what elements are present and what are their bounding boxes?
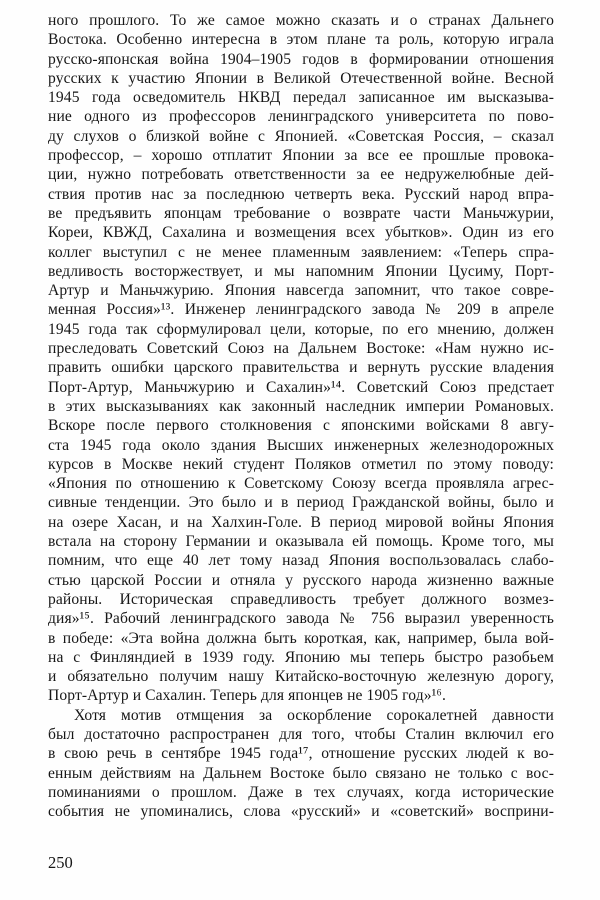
text-line: помним, что еще 40 лет тому назад Япония воспользовалась слабо- [48, 552, 554, 570]
text-line: править ошибки царского правительства и вернуть русские владения [48, 359, 554, 377]
text-line: курсов в Москве некий студент Поляков отметил по этому поводу: [48, 455, 554, 473]
text-line: Хотя мотив отмщения за оскорбление сорокалетней давности [74, 706, 554, 724]
text-line: ствия против нас за последнюю четверть века. Русский народ впра- [48, 185, 554, 203]
text-line: енным действиям на Дальнем Востоке было связано не только с вос- [48, 764, 554, 782]
text-line: встала на сторону Германии и оказывала ей помощь. Кроме того, мы [48, 533, 554, 551]
text-line: русских к участию Японии в Великой Отечественной войне. Весной [48, 69, 554, 87]
text-line: в победе: «Эта война должна быть короткая, как, например, была вой- [48, 629, 554, 647]
text-line: ду слухов о близкой войне с Японией. «Советская Россия, – сказал [48, 127, 554, 145]
text-line: ве предъявить японцам требование о возврате части Маньчжурии, [48, 204, 554, 222]
text-line: поминаниями о прошлом. Даже в тех случаях, когда исторические [48, 783, 554, 801]
text-line: ции, нужно потребовать ответственности за ее недружелюбные дей- [48, 166, 554, 184]
text-line: 1945 года осведомитель НКВД передал записанное им высказыва- [48, 89, 554, 107]
text-line: на с Финляндией в 1939 году. Японию мы теперь быстро разобьем [48, 648, 554, 666]
paragraph-1 [48, 11, 554, 706]
text-line: на озере Хасан, и на Халхин-Голе. В период мировой войны Япония [48, 513, 554, 531]
text-line: ние одного из профессоров ленинградского университета по пово- [48, 108, 554, 126]
text-line: профессор, – хорошо отплатит Японии за все ее прошлые провока- [48, 147, 554, 165]
text-line: русско-японская война 1904–1905 годов в формировании отношения [48, 50, 554, 68]
text-line: и обязательно получим нашу Китайско-восточную железную дорогу, [48, 668, 554, 686]
text-line: Артур и Маньчжурию. Япония навсегда запомнит, что такое совре- [48, 282, 554, 300]
text-line: ного прошлого. То же самое можно сказать и о странах Дальнего [48, 12, 554, 29]
paragraph-2 [48, 706, 554, 822]
text-line: Порт-Артур, Маньчжурию и Сахалин»¹⁴. Советский Союз предстает [48, 378, 554, 396]
text-line: ведливость восторжествует, и мы напомним Японии Цусиму, Порт- [48, 262, 554, 280]
text-line: Вскоре после первого столкновения с японскими войсками 8 авгу- [48, 417, 554, 435]
text-line: коллег выступил с не менее пламенным заявлением: «Теперь спра- [48, 243, 554, 261]
text-line: в свою речь в сентябре 1945 года¹⁷, отношение русских людей к во- [48, 745, 554, 763]
text-line: Востока. Особенно интересна в этом плане та роль, которую играла [48, 31, 554, 49]
text-line: 1945 года так сформулировал цели, которые, по его мнению, должен [48, 320, 554, 338]
text-line: в этих высказываниях как законный наследник империи Романовых. [48, 397, 554, 415]
text-line: менная Россия»¹³. Инженер ленинградского завода № 209 в апреле [48, 301, 554, 319]
text-line: преследовать Советский Союз на Дальнем Востоке: «Нам нужно ис- [48, 340, 554, 358]
text-line: дия»¹⁵. Рабочий ленинградского завода № 756 выразил уверенность [48, 610, 554, 628]
text-line: Порт-Артур и Сахалин. Теперь для японцев не 1905 год»¹⁶. [48, 687, 446, 705]
text-line: «Япония по отношению к Советскому Союзу всегда проявляла агрес- [48, 475, 554, 493]
text-line: районы. Историческая справедливость требует должного возмез- [48, 590, 554, 608]
text-line: ста 1945 года около здания Высших инженерных железнодорожных [48, 436, 554, 454]
text-line: сивные тенденции. Это было и в период Гражданской войны, было и [48, 494, 554, 512]
text-line: события не упоминались, слова «русский» и «советский» восприни- [48, 803, 554, 821]
text-line: стью царской России и отняла у русского народа жизненно важные [48, 571, 554, 589]
page-number: 250 [48, 853, 73, 872]
text-line: Кореи, КВЖД, Сахалина и возмещения всех убытков». Один из его [48, 224, 554, 242]
text-line: был достаточно распространен для того, чтобы Сталин включил его [48, 725, 554, 743]
page-text [48, 11, 554, 821]
